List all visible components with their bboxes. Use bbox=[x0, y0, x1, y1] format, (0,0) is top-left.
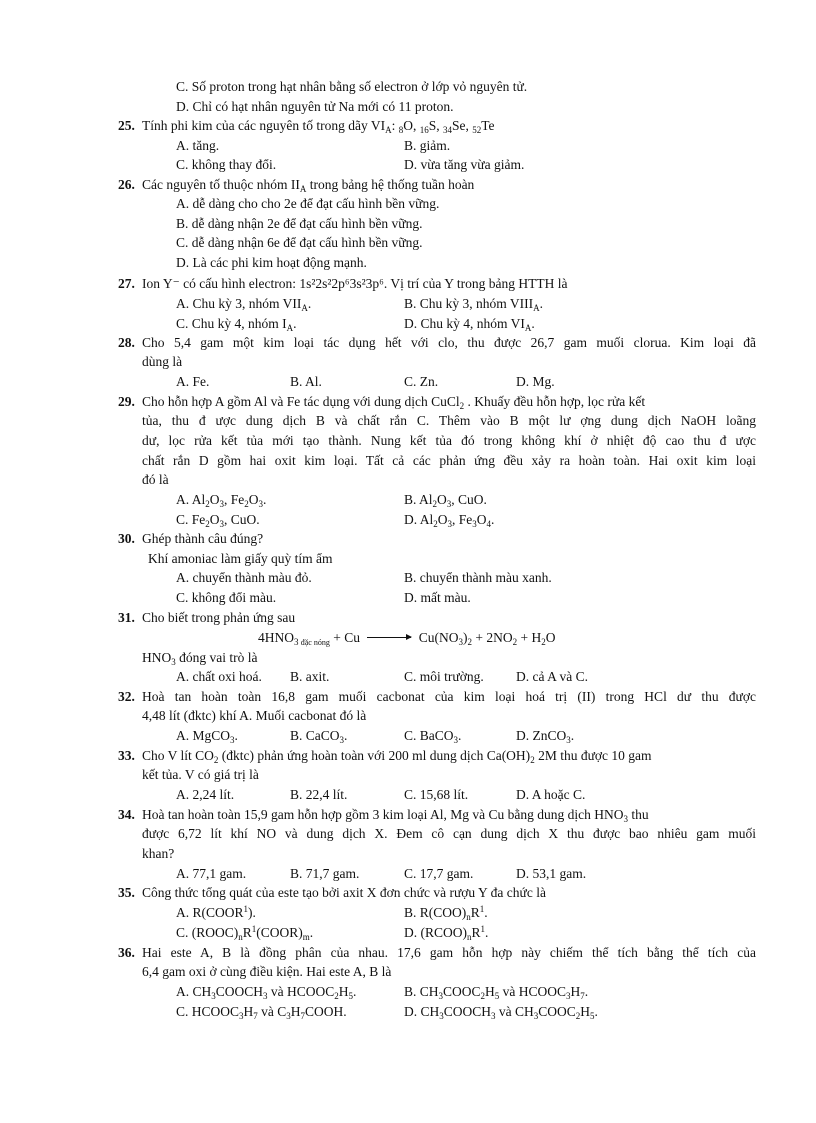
option-35-b: B. $R(COO)_nR^1$. bbox=[404, 904, 488, 922]
question-31: 31. Cho biết trong phản ứng sau bbox=[118, 610, 296, 625]
question-28: 28. Cho 5,4 gam một kim loại tác dụng hết với clo, thu được 26,7 gam muối clorua. Kim loại đã bbox=[118, 335, 756, 350]
option-25-d: D. vừa tăng vừa giảm. bbox=[404, 157, 525, 172]
option-30-d: D. mất màu. bbox=[404, 590, 471, 605]
option-29-a: A. $Al_2O_3$, $Fe_2O_3$. bbox=[176, 492, 267, 509]
option-31-c: C. môi trường. bbox=[404, 669, 484, 684]
option-32-b: B. CaCO$_3$. bbox=[290, 728, 348, 745]
option-25-a: A. tăng. bbox=[176, 138, 220, 153]
question-31-cont: $HNO_3$ đóng vai trò là bbox=[142, 650, 258, 667]
option-32-d: D. ZnCO$_3$. bbox=[516, 728, 575, 745]
option-27-b: B. Chu kỳ 3, nhóm $VIII_A$. bbox=[404, 296, 544, 313]
option-33-c: C. 15,68 lít. bbox=[404, 787, 469, 802]
question-36-cont: 6,4 gam oxi ở cùng điều kiện. Hai este A, B là bbox=[142, 964, 392, 979]
option-25-b: B. giảm. bbox=[404, 138, 451, 153]
question-29-line2: tủa, thu đ ược dung dịch B và chất rắn C. Thêm vào B một lư ợng dung dịch NaOH loãng bbox=[142, 413, 756, 428]
option-28-b: B. Al. bbox=[290, 374, 322, 389]
question-number: 26. bbox=[118, 177, 135, 192]
question-number: 32. bbox=[118, 689, 135, 704]
option-36-a: A. $CH_3COOCH_3$ và $HCOOC_2H_5$. bbox=[176, 984, 357, 1001]
option-30-c: C. không đổi màu. bbox=[176, 590, 277, 605]
question-25: 25. Tính phi kim của các nguyên tố trong dãy $VI_A$: $_8$O, $_{16}$S, $_{34}$Se, $_{52}$Te bbox=[118, 118, 495, 135]
option-34-d: D. 53,1 gam. bbox=[516, 866, 587, 881]
question-32-cont: 4,48 lít (đktc) khí A. Muối cacbonat đó là bbox=[142, 708, 367, 723]
question-number: 36. bbox=[118, 945, 135, 960]
reaction-equation: $4HNO_{3 đặc nóng} + Cu$ $Cu(NO_3)_2 + 2NO_2 + H_2O$ bbox=[258, 630, 556, 647]
question-number: 29. bbox=[118, 394, 135, 409]
option-35-a: A. R(COOR$^1$). bbox=[176, 904, 256, 920]
question-30: 30. Ghép thành câu đúng? bbox=[118, 531, 264, 546]
option-34-a: A. 77,1 gam. bbox=[176, 866, 247, 881]
option-32-c: C. BaCO$_3$. bbox=[404, 728, 462, 745]
question-34: 34. Hoà tan hoàn toàn 15,9 gam hỗn hợp gồm 3 kim loại Al, Mg và Cu bằng dung dịch $HNO_3$ thu bbox=[118, 807, 649, 824]
option-33-b: B. 22,4 lít. bbox=[290, 787, 348, 802]
option-28-c: C. Zn. bbox=[404, 374, 439, 389]
option-32-a: A. MgCO$_3$. bbox=[176, 728, 238, 745]
option-27-a: A. Chu kỳ 3, nhóm $VII_A$. bbox=[176, 296, 312, 313]
question-number: 28. bbox=[118, 335, 135, 350]
question-32: 32. Hoà tan hoàn toàn 16,8 gam muối cacbonat của kim loại hoá trị (II) trong HCl dư thu được bbox=[118, 689, 756, 704]
question-29-line4: chất rắn D gồm hai oxit kim loại. Tất cả các phản ứng đều xảy ra hoàn toàn. Hai oxit kim loại bbox=[142, 453, 756, 468]
question-34-line3: khan? bbox=[142, 846, 175, 861]
option-34-c: C. 17,7 gam. bbox=[404, 866, 474, 881]
option-34-b: B. 71,7 gam. bbox=[290, 866, 360, 881]
option-25-c: C. không thay đổi. bbox=[176, 157, 277, 172]
option-31-a: A. chất oxi hoá. bbox=[176, 669, 262, 684]
option-31-d: D. cả A và C. bbox=[516, 669, 588, 684]
question-28-cont: dùng là bbox=[142, 354, 183, 369]
question-26: 26. Các nguyên tố thuộc nhóm $II_A$ trong bảng hệ thống tuần hoàn bbox=[118, 177, 475, 194]
option-29-b: B. $Al_2O_3$, CuO. bbox=[404, 492, 487, 509]
option-24-d: D. Chỉ có hạt nhân nguyên tử Na mới có 11 proton. bbox=[176, 99, 454, 114]
option-27-d: D. Chu kỳ 4, nhóm $VI_A$. bbox=[404, 316, 535, 333]
option-29-d: D. $Al_2O_3$, $Fe_3O_4$. bbox=[404, 512, 495, 529]
option-30-a: A. chuyển thành màu đỏ. bbox=[176, 570, 312, 585]
option-27-c: C. Chu kỳ 4, nhóm $I_A$. bbox=[176, 316, 297, 333]
option-36-d: D. $CH_3COOCH_3$ và $CH_3COOC_2H_5$. bbox=[404, 1004, 598, 1021]
question-number: 31. bbox=[118, 610, 135, 625]
question-number: 34. bbox=[118, 807, 135, 822]
question-29-line5: đó là bbox=[142, 472, 169, 487]
question-27: 27. Ion Y⁻ có cấu hình electron: 1s²2s²2p⁶3s²3p⁶. Vị trí của Y trong bảng HTTH là bbox=[118, 276, 568, 291]
question-number: 30. bbox=[118, 531, 135, 546]
option-33-d: D. A hoặc C. bbox=[516, 787, 586, 802]
option-26-d: D. Là các phi kim hoạt động mạnh. bbox=[176, 255, 367, 270]
option-24-c: C. Số proton trong hạt nhân bằng số electron ở lớp vỏ nguyên tử. bbox=[176, 79, 528, 94]
option-28-d: D. Mg. bbox=[516, 374, 555, 389]
option-36-b: B. $CH_3COOC_2H_5$ và $HCOOC_3H_7$. bbox=[404, 984, 589, 1001]
option-26-a: A. dễ dàng cho cho 2e để đạt cấu hình bền vững. bbox=[176, 196, 440, 211]
question-number: 33. bbox=[118, 748, 135, 763]
question-33: 33. Cho V lít $CO_2$ (đktc) phản ứng hoàn toàn với 200 ml dung dịch $Ca(OH)_2$ 2M thu được 10 gam bbox=[118, 748, 652, 765]
question-29-line3: dư, lọc rửa kết tủa mới tạo thành. Nung kết tủa đó trong không khí ở nhiệt độ cao thu đ ược bbox=[142, 433, 756, 448]
option-35-d: D. $(RCOO)_nR^1$. bbox=[404, 924, 489, 942]
option-29-c: C. $Fe_2O_3$, CuO. bbox=[176, 512, 260, 529]
option-36-c: C. $HCOOC_3H_7$ và $C_3H_7COOH$. bbox=[176, 1004, 347, 1021]
option-33-a: A. 2,24 lít. bbox=[176, 787, 235, 802]
option-31-b: B. axit. bbox=[290, 669, 330, 684]
question-number: 27. bbox=[118, 276, 135, 291]
question-number: 35. bbox=[118, 885, 135, 900]
question-number: 25. bbox=[118, 118, 135, 133]
option-26-b: B. dễ dàng nhận 2e để đạt cấu hình bền vững. bbox=[176, 216, 423, 231]
question-34-line2: được 6,72 lít khí NO và dung dịch X. Đem cô cạn dung dịch X thu được bao nhiêu gam muối bbox=[142, 826, 756, 841]
question-33-cont: kết tủa. V có giá trị là bbox=[142, 767, 259, 782]
question-35: 35. Công thức tổng quát của este tạo bởi axit X đơn chức và rượu Y đa chức là bbox=[118, 885, 546, 900]
option-30-b: B. chuyển thành màu xanh. bbox=[404, 570, 552, 585]
question-29: 29. Cho hỗn hợp A gồm Al và Fe tác dụng với dung dịch CuCl$_2$ . Khuấy đều hỗn hợp, lọc rửa kết bbox=[118, 394, 646, 411]
question-36: 36. Hai este A, B là đồng phân của nhau. 17,6 gam hỗn hợp này chiếm thể tích bằng thể tích của bbox=[118, 945, 756, 960]
option-28-a: A. Fe. bbox=[176, 374, 210, 389]
option-26-c: C. dễ dàng nhận 6e để đạt cấu hình bền vững. bbox=[176, 235, 423, 250]
option-35-c: C. $(ROOC)_nR^1(COOR)_m$. bbox=[176, 924, 314, 942]
question-30-stem: Khí amoniac làm giấy quỳ tím ẩm bbox=[148, 551, 333, 566]
